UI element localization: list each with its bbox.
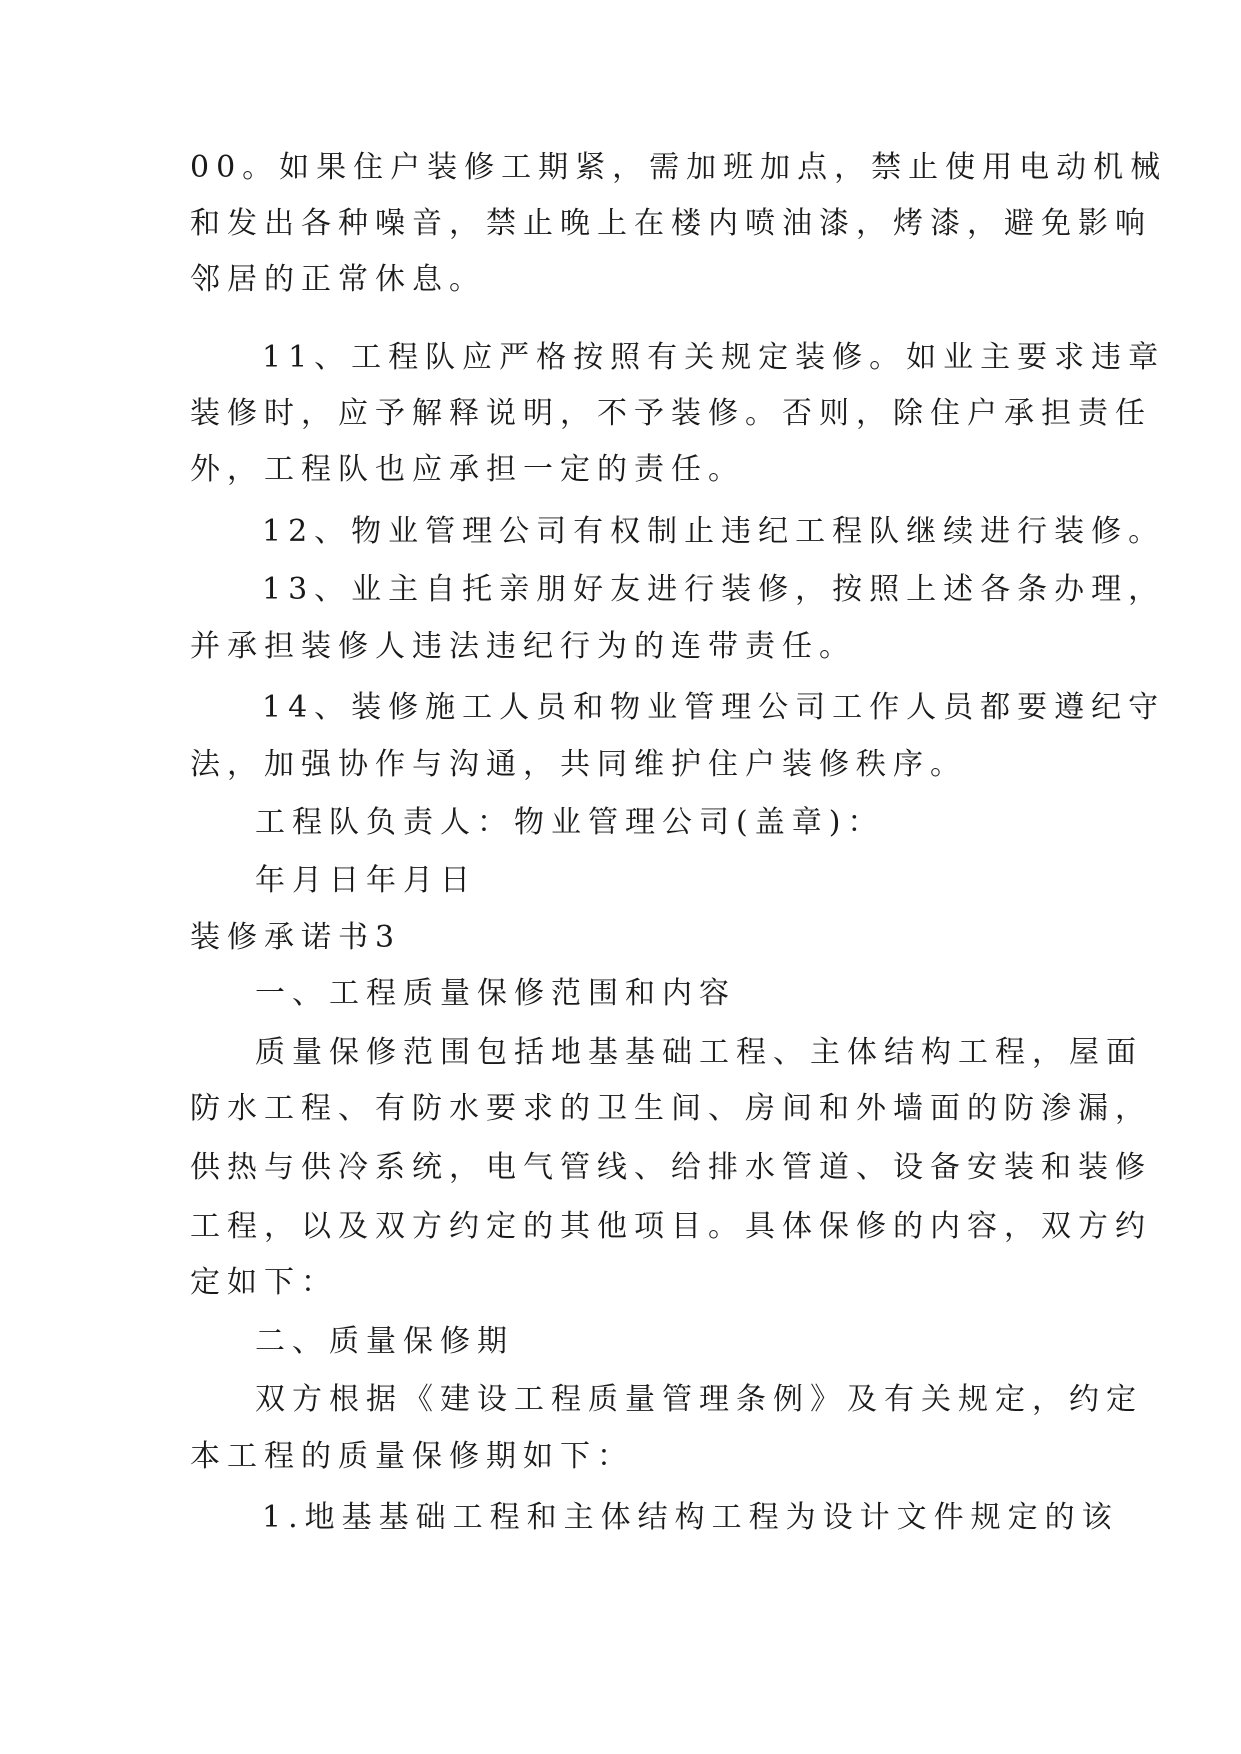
- section-heading: 一、工程质量保修范围和内容: [255, 976, 736, 1011]
- text-line: 00。如果住户装修工期紧，需加班加点，禁止使用电动机械: [190, 150, 1168, 185]
- text-line: 外，工程队也应承担一定的责任。: [190, 452, 745, 487]
- text-line: 供热与供冷系统，电气管线、给排水管道、设备安装和装修: [190, 1150, 1152, 1185]
- text-line: 工程，以及双方约定的其他项目。具体保修的内容，双方约: [190, 1209, 1152, 1244]
- text-line: 和发出各种噪音，禁止晚上在楼内喷油漆，烤漆，避免影响: [190, 206, 1152, 241]
- text-line: 邻居的正常休息。: [190, 262, 486, 297]
- text-line: 并承担装修人违法违纪行为的连带责任。: [190, 629, 856, 664]
- text-line: 11、工程队应严格按照有关规定装修。如业主要求违章: [262, 340, 1166, 375]
- text-line: 本工程的质量保修期如下：: [190, 1439, 634, 1474]
- text-line: 防水工程、有防水要求的卫生间、房间和外墙面的防渗漏，: [190, 1091, 1152, 1126]
- signature-line: 工程队负责人：物业管理公司(盖章)：: [255, 805, 885, 840]
- text-line: 13、业主自托亲朋好友进行装修，按照上述各条办理，: [262, 572, 1166, 607]
- text-line: 14、装修施工人员和物业管理公司工作人员都要遵纪守: [262, 690, 1166, 725]
- section-heading: 二、质量保修期: [255, 1324, 514, 1359]
- text-line: 定如下：: [190, 1265, 338, 1300]
- text-line: 双方根据《建设工程质量管理条例》及有关规定，约定: [255, 1382, 1143, 1417]
- date-line: 年月日年月日: [255, 863, 477, 898]
- text-line: 装修时，应予解释说明，不予装修。否则，除住户承担责任: [190, 396, 1152, 431]
- text-line: 12、物业管理公司有权制止违纪工程队继续进行装修。: [262, 514, 1166, 549]
- text-line: 质量保修范围包括地基基础工程、主体结构工程，屋面: [255, 1035, 1143, 1070]
- section-title: 装修承诺书3: [190, 920, 402, 955]
- text-line: 法，加强协作与沟通，共同维护住户装修秩序。: [190, 747, 967, 782]
- text-line: 1.地基基础工程和主体结构工程为设计文件规定的该: [262, 1500, 1119, 1535]
